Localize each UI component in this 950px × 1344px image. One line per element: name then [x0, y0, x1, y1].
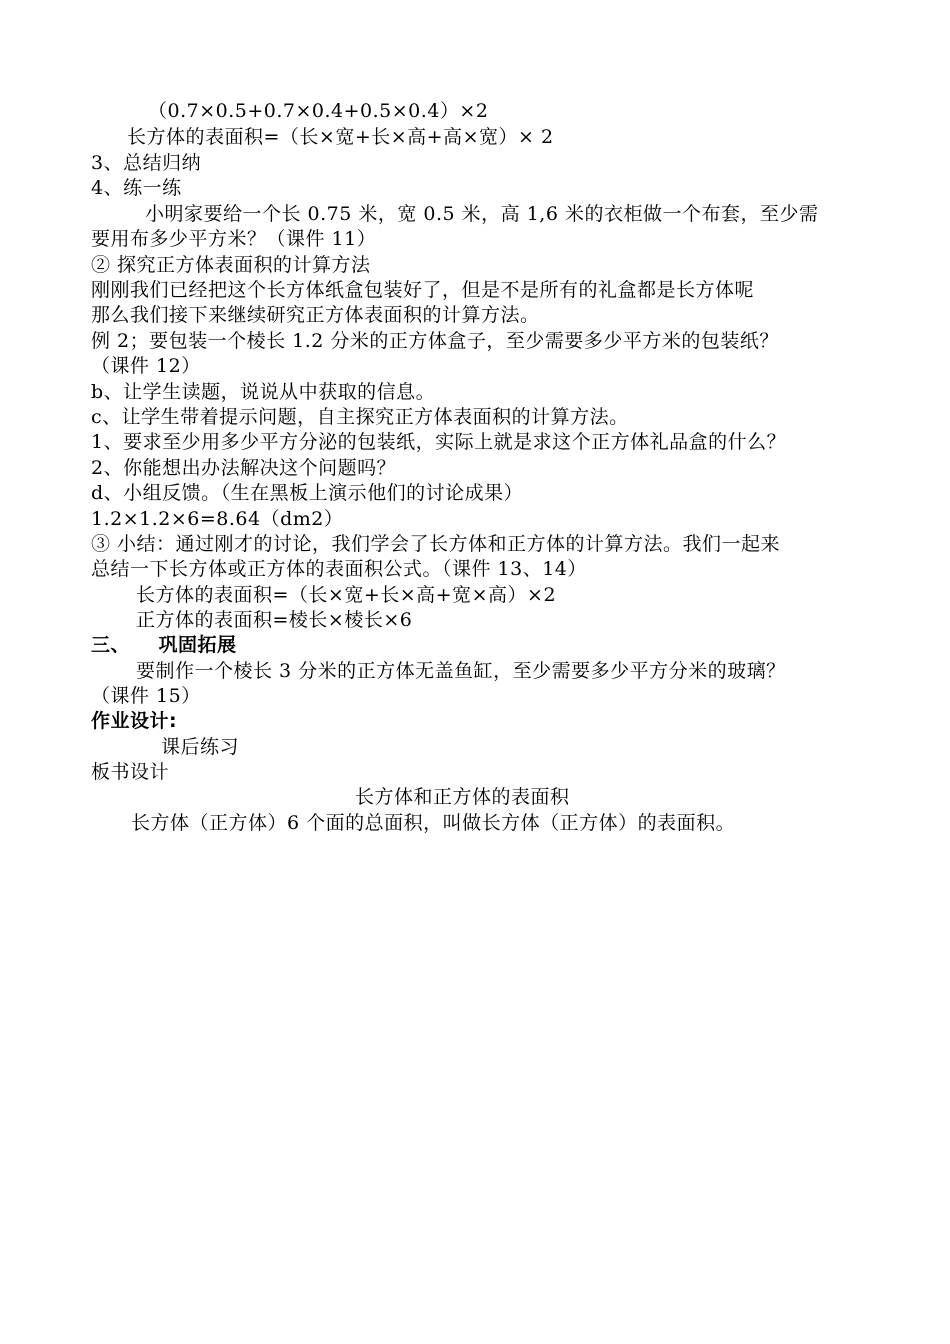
summary-text: 总结一下长方体或正方体的表面积公式。（课件 13、14）	[91, 558, 587, 580]
cuboid-formula-line: 长方体的表面积=（长×宽+长×高+高×宽）× 2	[127, 126, 554, 148]
example-text: （课件 12）	[91, 355, 201, 377]
homework-heading: 作业设计:	[91, 710, 178, 732]
example-text: 例 2；要包装一个棱长 1.2 分米的正方体盒子，至少需要多少平方米的包装纸？	[91, 330, 779, 352]
cuboid-formula-line: 长方体的表面积=（长×宽+长×高+宽×高）×2	[136, 584, 557, 606]
step-heading: 3、总结归纳	[91, 152, 202, 174]
exercise-text: 要用布多少平方米？（课件 11）	[91, 228, 377, 250]
step-text: b、让学生读题，说说从中获取的信息。	[91, 381, 436, 403]
paragraph-text: 刚刚我们已经把这个长方体纸盒包装好了，但是不是所有的礼盒都是长方体呢	[91, 279, 755, 301]
cube-formula-line: 正方体的表面积=棱长×棱长×6	[136, 609, 413, 631]
step-text: c、让学生带着提示问题，自主探究正方体表面积的计算方法。	[91, 406, 629, 428]
step-text: d、小组反馈。（生在黑板上演示他们的讨论成果）	[91, 482, 524, 504]
calc-line: 1.2×1.2×6=8.64（dm2）	[91, 508, 344, 530]
board-title: 长方体和正方体的表面积	[355, 786, 570, 808]
question-text: 1、要求至少用多少平方分泌的包装纸，实际上就是求这个正方体礼品盒的什么？	[91, 431, 787, 453]
exercise-text: 小明家要给一个长 0.75 米，宽 0.5 米，高 1,6 米的衣柜做一个布套，至少需	[145, 203, 819, 225]
summary-text: ③ 小结：通过刚才的讨论，我们学会了长方体和正方体的计算方法。我们一起来	[91, 533, 781, 555]
homework-text: 课后练习	[161, 736, 240, 758]
exercise-text: 要制作一个棱长 3 分米的正方体无盖鱼缸，至少需要多少平方分米的玻璃？	[136, 660, 786, 682]
board-design-heading: 板书设计	[91, 761, 170, 783]
section-heading: 三、 巩固拓展	[91, 634, 237, 656]
paragraph-text: 那么我们接下来继续研究正方体表面积的计算方法。	[91, 304, 540, 326]
exercise-text: （课件 15）	[91, 685, 201, 707]
step-heading: 4、练一练	[91, 177, 182, 199]
section-subheading: ② 探究正方体表面积的计算方法	[91, 254, 371, 276]
calc-line: （0.7×0.5+0.7×0.4+0.5×0.4）×2	[148, 100, 489, 122]
board-definition: 长方体（正方体）6 个面的总面积，叫做长方体（正方体）的表面积。	[131, 812, 736, 834]
question-text: 2、你能想出办法解决这个问题吗？	[91, 457, 397, 479]
